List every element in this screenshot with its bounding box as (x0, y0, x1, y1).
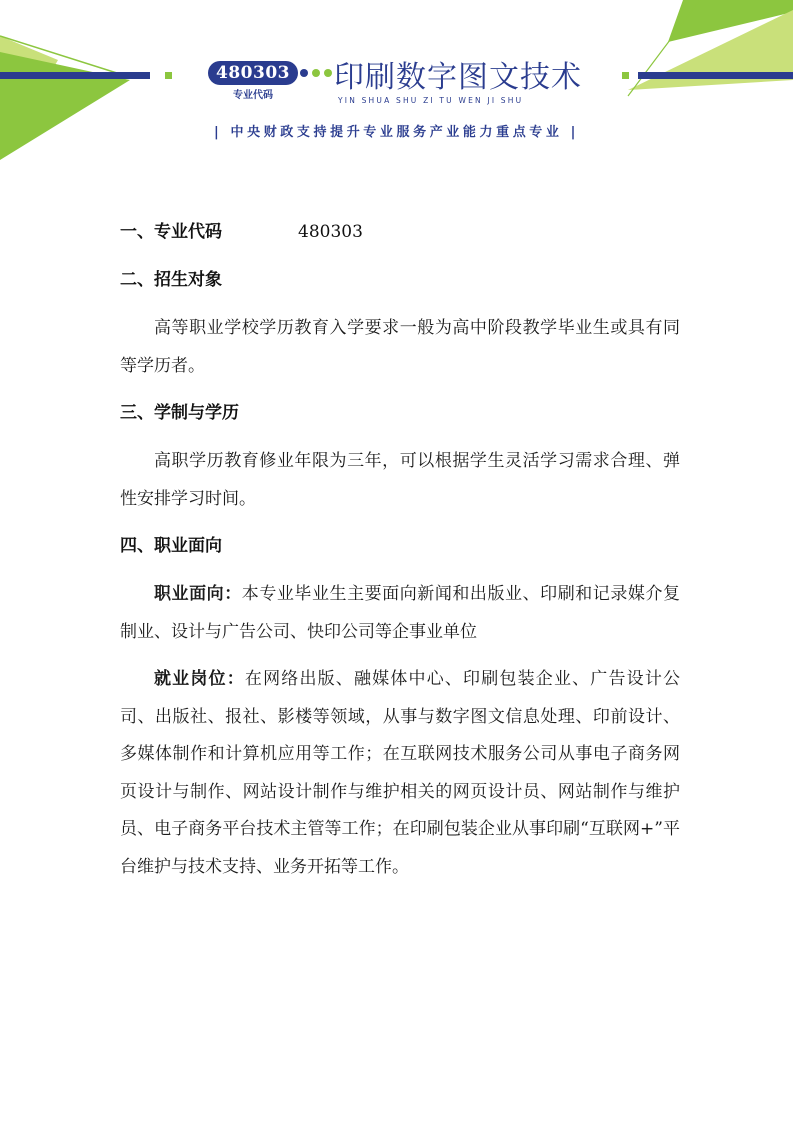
page-header (0, 0, 793, 170)
section-paragraph: 高职学历教育修业年限为三年，可以根据学生灵活学习需求合理、弹性安排学习时间。 (120, 451, 680, 509)
paragraph-label: 就业岗位： (154, 669, 245, 689)
section-heading: 四、职业面向 (120, 536, 222, 556)
major-code-value: 480303 (298, 222, 363, 242)
decorative-dots (300, 69, 332, 77)
major-code-label: 专业代码 (233, 90, 273, 101)
paragraph-label: 职业面向： (154, 584, 242, 604)
document-body (120, 214, 680, 896)
dot-icon (324, 69, 332, 77)
jobs-paragraph (120, 661, 680, 886)
header-tagline: | 中央财政支持提升专业服务产业能力重点专业 | (214, 125, 579, 140)
section-heading: 二、招生对象 (120, 270, 222, 290)
left-green-square (165, 72, 172, 79)
right-green-square (622, 72, 629, 79)
dot-icon (312, 69, 320, 77)
right-blue-bar (638, 72, 793, 79)
section-paragraph: 高等职业学校学历教育入学要求一般为高中阶段教学毕业生或具有同等学历者。 (120, 318, 680, 376)
major-title: 印刷数字图文技术 (334, 60, 582, 95)
paragraph-text: 在网络出版、融媒体中心、印刷包装企业、广告设计公司、出版社、报社、影楼等领域，从事与数字图文信息处理、印前设计、多媒体制作和计算机应用等工作；在互联网技术服务公司从事电子商务网页设计与制作、网站设计制作与维护相关的网页设计员、网站制作与维护员、电子商务平台技术主管等工作；在印刷包装企业从事印刷“互联网+”平台维护与技术支持、业务开拓等工作。 (120, 669, 681, 877)
section-heading: 三、学制与学历 (120, 403, 239, 423)
career-paragraph (120, 576, 680, 651)
section-heading: 一、专业代码 (120, 222, 222, 242)
section-code (120, 214, 680, 262)
paragraph-text: 本专业毕业生主要面向新闻和出版业、印刷和记录媒介复制业、设计与广告公司、快印公司等企事业单位 (120, 584, 681, 642)
major-code-badge: 480303 (208, 61, 298, 85)
left-blue-bar (0, 72, 150, 79)
dot-icon (300, 69, 308, 77)
left-green-triangle (0, 52, 130, 160)
major-title-pinyin: YIN SHUA SHU ZI TU WEN JI SHU (338, 96, 524, 105)
